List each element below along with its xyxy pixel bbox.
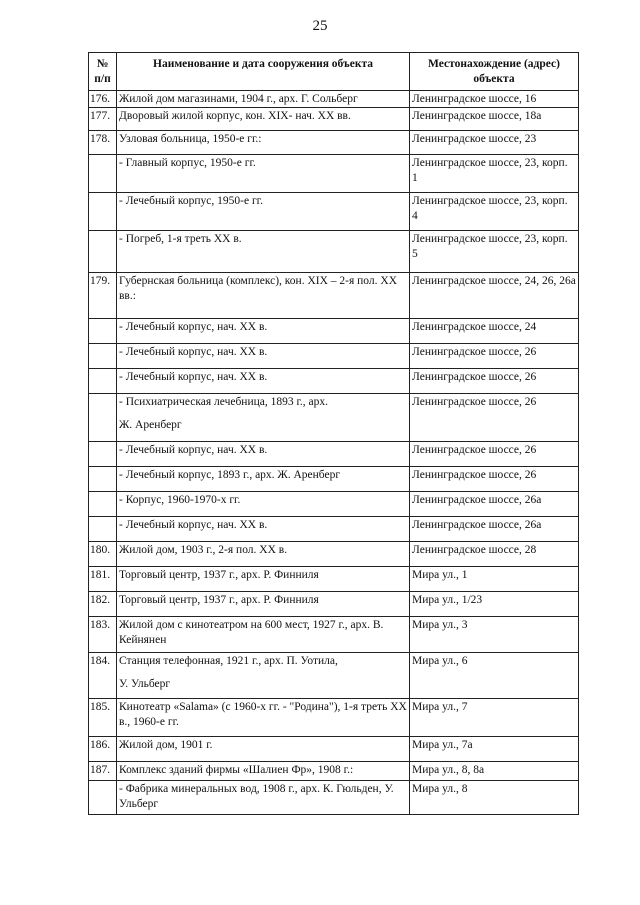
object-name [117,592,410,617]
object-name-text: Жилой дом с кинотеатром на 600 мест, 1927 г., арх. В. Кейнянен [119,619,384,646]
row-number [89,492,117,517]
object-name-text: Кинотеатр «Salama» (с 1960-х гг. - "Родина"), 1-я треть XX в., 1960-е гг. [119,701,407,728]
object-name [117,567,410,592]
object-name-text: Жилой дом, 1903 г., 2-я пол. XX в. [119,544,288,556]
table-row [89,699,579,737]
row-number [89,394,117,442]
object-name [117,344,410,369]
row-number: 179. [89,273,117,319]
row-number [89,781,117,815]
object-address: Мира ул., 7а [410,737,579,762]
row-number: 186. [89,737,117,762]
object-name [117,492,410,517]
header-name: Наименование и дата сооружения объекта [117,53,410,91]
table-row [89,617,579,653]
object-name [117,273,410,319]
object-name-text: - Лечебный корпус, нач. XX в. [119,519,268,531]
object-address: Ленинградское шоссе, 16 [410,91,579,108]
object-name [117,131,410,155]
object-name-text: Торговый центр, 1937 г., арх. Р. Финниля [119,594,319,606]
table-row [89,653,579,699]
object-address: Ленинградское шоссе, 18а [410,108,579,131]
object-name-text: - Лечебный корпус, нач. XX в. [119,444,268,456]
table-row [89,131,579,155]
object-name [117,781,410,815]
object-address: Ленинградское шоссе, 26 [410,442,579,467]
row-number [89,319,117,344]
object-name-text: Жилой дом магазинами, 1904 г., арх. Г. Сольберг [119,93,358,105]
table-row [89,108,579,131]
object-address: Ленинградское шоссе, 26 [410,394,579,442]
object-name [117,394,410,442]
table-row [89,762,579,781]
table-row [89,394,579,442]
header-num: № п/п [89,53,117,91]
object-address: Ленинградское шоссе, 23 [410,131,579,155]
row-number [89,467,117,492]
object-address: Мира ул., 1 [410,567,579,592]
row-number [89,517,117,542]
object-address: Мира ул., 8 [410,781,579,815]
object-name-text: Узловая больница, 1950-е гг.: [119,133,262,145]
object-name [117,155,410,193]
table-row [89,193,579,231]
table-row [89,567,579,592]
table-row [89,781,579,815]
table-row [89,369,579,394]
object-name-text: Дворовый жилой корпус, кон. XIX- нач. XX вв. [119,110,351,122]
table-row [89,442,579,467]
object-address: Ленинградское шоссе, 24, 26, 26а [410,273,579,319]
object-address: Ленинградское шоссе, 26а [410,492,579,517]
object-name [117,231,410,273]
object-name [117,108,410,131]
row-number [89,231,117,273]
row-number [89,442,117,467]
object-address: Ленинградское шоссе, 26а [410,517,579,542]
object-address: Ленинградское шоссе, 26 [410,369,579,394]
object-address: Ленинградское шоссе, 28 [410,542,579,567]
row-number: 180. [89,542,117,567]
monuments-table [88,52,579,815]
row-number: 177. [89,108,117,131]
object-name-text: - Лечебный корпус, нач. XX в. [119,371,268,383]
object-address: Мира ул., 6 [410,653,579,699]
object-address: Мира ул., 3 [410,617,579,653]
object-name [117,467,410,492]
object-name-continuation: Ж. Аренберг [119,419,182,431]
row-number [89,193,117,231]
object-name-text: - Погреб, 1-я треть XX в. [119,233,242,245]
table-row [89,344,579,369]
table-body [89,91,579,815]
object-name-text: Жилой дом, 1901 г. [119,739,213,751]
object-name-text: - Лечебный корпус, нач. XX в. [119,321,268,333]
table-row [89,273,579,319]
object-address: Ленинградское шоссе, 26 [410,344,579,369]
object-name-text: - Главный корпус, 1950-е гг. [119,157,256,169]
table-row [89,737,579,762]
table-row [89,91,579,108]
object-name-text: - Лечебный корпус, нач. XX в. [119,346,268,358]
table-header-row [89,53,579,91]
row-number [89,155,117,193]
object-name [117,442,410,467]
object-name [117,737,410,762]
object-name-text: Станция телефонная, 1921 г., арх. П. Уотила, [119,655,338,667]
object-name [117,762,410,781]
object-name-text: Торговый центр, 1937 г., арх. Р. Финниля [119,569,319,581]
object-name [117,542,410,567]
object-name-continuation: У. Ульберг [119,678,171,690]
table-row [89,467,579,492]
object-name-text: - Лечебный корпус, 1893 г., арх. Ж. Аренберг [119,469,341,481]
object-address: Ленинградское шоссе, 23, корп. 1 [410,155,579,193]
table-row [89,231,579,273]
object-name [117,617,410,653]
object-name-text: - Психиатрическая лечебница, 1893 г., арх. [119,396,329,408]
object-name [117,653,410,699]
table-row [89,592,579,617]
row-number: 183. [89,617,117,653]
object-address: Ленинградское шоссе, 23, корп. 5 [410,231,579,273]
row-number [89,344,117,369]
object-name [117,369,410,394]
object-name-text: Губернская больница (комплекс), кон. XIX – 2-я пол. XX вв.: [119,275,397,302]
object-name-text: Комплекс зданий фирмы «Шалиен Фр», 1908 г.: [119,764,354,776]
table-row [89,542,579,567]
table-row [89,517,579,542]
row-number: 184. [89,653,117,699]
row-number: 181. [89,567,117,592]
object-name-text: - Корпус, 1960-1970-х гг. [119,494,241,506]
row-number: 185. [89,699,117,737]
object-address: Ленинградское шоссе, 26 [410,467,579,492]
object-name [117,91,410,108]
table-row [89,155,579,193]
object-name [117,193,410,231]
object-address: Ленинградское шоссе, 24 [410,319,579,344]
object-name-text: - Лечебный корпус, 1950-е гг. [119,195,263,207]
row-number: 178. [89,131,117,155]
object-name [117,517,410,542]
page-number: 25 [312,18,328,34]
object-name [117,699,410,737]
object-address: Мира ул., 1/23 [410,592,579,617]
object-name-text: - Фабрика минеральных вод, 1908 г., арх. К. Гюльден, У. Ульберг [119,783,394,810]
row-number: 187. [89,762,117,781]
header-address: Местонахождение (адрес) объекта [410,53,579,91]
object-name [117,319,410,344]
object-address: Мира ул., 7 [410,699,579,737]
table-row [89,319,579,344]
object-address: Мира ул., 8, 8а [410,762,579,781]
row-number [89,369,117,394]
table-row [89,492,579,517]
row-number: 176. [89,91,117,108]
row-number: 182. [89,592,117,617]
object-address: Ленинградское шоссе, 23, корп. 4 [410,193,579,231]
